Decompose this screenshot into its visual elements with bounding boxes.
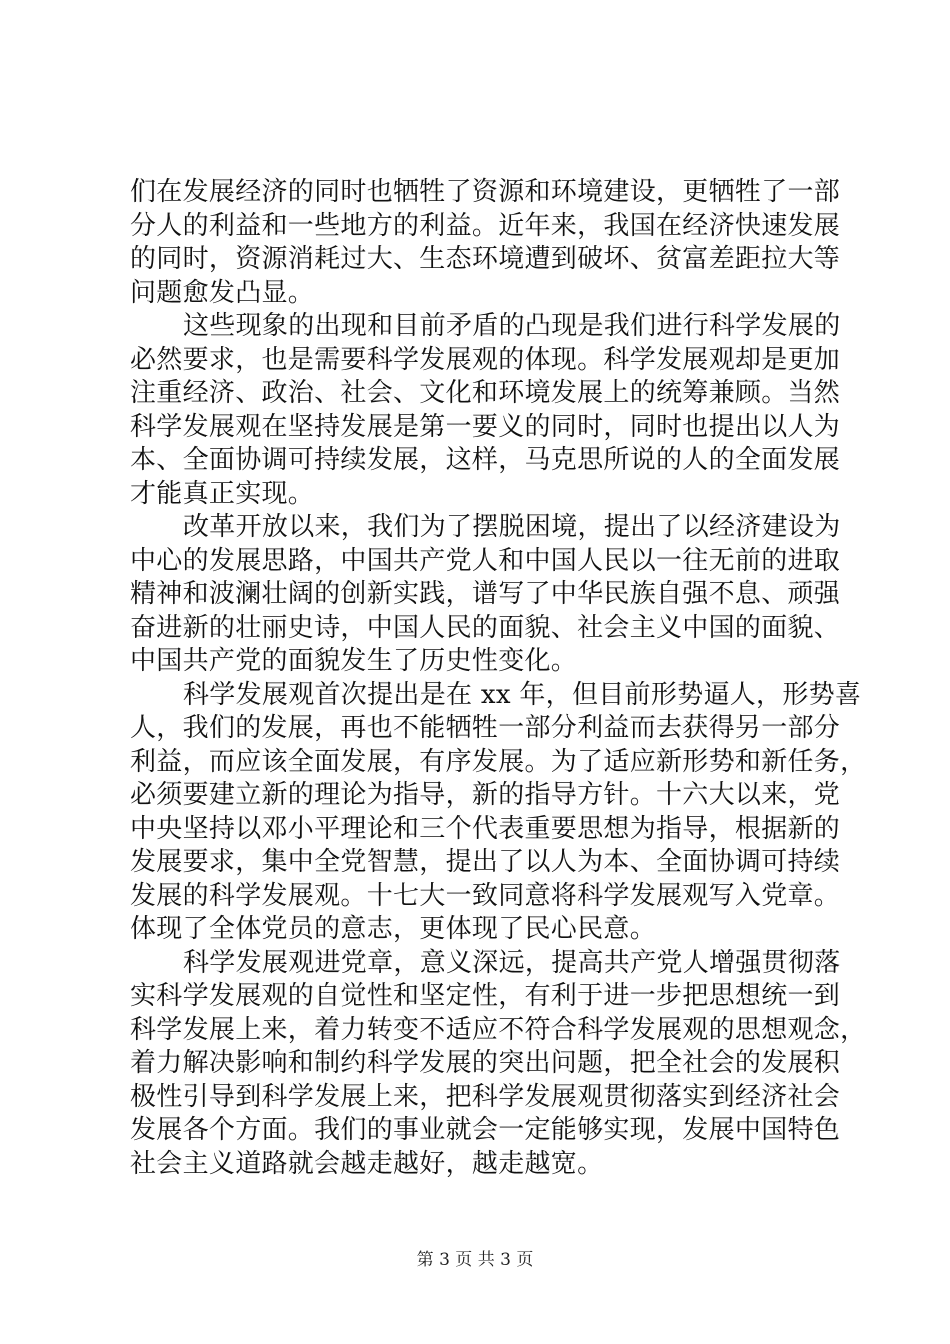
text-line: 发展各个方面。我们的事业就会一定能够实现，发展中国特色 bbox=[130, 1115, 841, 1145]
text-line: 科学发展观在坚持发展是第一要义的同时，同时也提出以人为 bbox=[130, 411, 841, 442]
text-line: 注重经济、政治、社会、文化和环境发展上的统筹兼顾。当然 bbox=[130, 378, 841, 408]
text-line: 着力解决影响和制约科学发展的突出问题，把全社会的发展积 bbox=[130, 1048, 841, 1078]
text-line: 发展要求，集中全党智慧，提出了以人为本、全面协调可持续 bbox=[130, 847, 841, 877]
text-line: 必然要求，也是需要科学发展观的体现。科学发展观却是更加 bbox=[130, 344, 841, 375]
text-line: 中心的发展思路，中国共产党人和中国人民以一往无前的进取 bbox=[130, 545, 841, 576]
text-line: 才能真正实现。 bbox=[130, 478, 315, 509]
text-line: 们在发展经济的同时也牺牲了资源和环境建设，更牺牲了一部 bbox=[130, 177, 841, 207]
text-line: 人，我们的发展，再也不能牺牲一部分利益而去获得另一部分 bbox=[130, 713, 841, 743]
text-line: 利益，而应该全面发展，有序发展。为了适应新形势和新任务， bbox=[130, 746, 867, 777]
paragraph bbox=[130, 679, 867, 947]
document-body bbox=[130, 176, 867, 1181]
text-line: 中国共产党的面貌发生了历史性变化。 bbox=[130, 646, 578, 676]
text-line: 极性引导到科学发展上来，把科学发展观贯彻落实到经济社会 bbox=[130, 1081, 841, 1112]
text-line: 科学发展观首次提出是在 xx 年，但目前形势逼人，形势喜 bbox=[183, 679, 862, 710]
text-line: 问题愈发凸显。 bbox=[130, 277, 315, 308]
paragraph bbox=[130, 176, 841, 310]
text-line: 社会主义道路就会越走越好，越走越宽。 bbox=[130, 1148, 604, 1179]
paragraph bbox=[130, 511, 841, 679]
text-line: 中央坚持以邓小平理论和三个代表重要思想为指导，根据新的 bbox=[130, 813, 841, 844]
text-line: 实科学发展观的自觉性和坚定性，有利于进一步把思想统一到 bbox=[130, 981, 841, 1011]
text-line: 必须要建立新的理论为指导，新的指导方针。十六大以来，党 bbox=[130, 780, 841, 810]
paragraph bbox=[130, 310, 841, 511]
text-line: 这些现象的出现和目前矛盾的凸现是我们进行科学发展的 bbox=[183, 311, 841, 341]
page-footer: 第 3 页 共 3 页 bbox=[416, 1250, 534, 1270]
text-line: 科学发展上来，着力转变不适应不符合科学发展观的思想观念， bbox=[130, 1014, 867, 1045]
text-line: 的同时，资源消耗过大、生态环境遭到破坏、贫富差距拉大等 bbox=[130, 244, 841, 274]
text-line: 改革开放以来，我们为了摆脱困境，提出了以经济建设为 bbox=[183, 512, 841, 542]
text-line: 分人的利益和一些地方的利益。近年来，我国在经济快速发展 bbox=[130, 210, 841, 241]
text-line: 本、全面协调可持续发展，这样，马克思所说的人的全面发展 bbox=[130, 445, 841, 475]
paragraph bbox=[130, 947, 867, 1182]
text-line: 奋进新的壮丽史诗，中国人民的面貌、社会主义中国的面貌、 bbox=[130, 612, 841, 643]
text-line: 精神和波澜壮阔的创新实践，谱写了中华民族自强不息、顽强 bbox=[130, 579, 841, 609]
text-line: 科学发展观进党章，意义深远，提高共产党人增强贯彻落 bbox=[183, 947, 841, 978]
text-line: 发展的科学发展观。十七大一致同意将科学发展观写入党章。 bbox=[130, 880, 841, 911]
text-line: 体现了全体党员的意志，更体现了民心民意。 bbox=[130, 914, 657, 944]
